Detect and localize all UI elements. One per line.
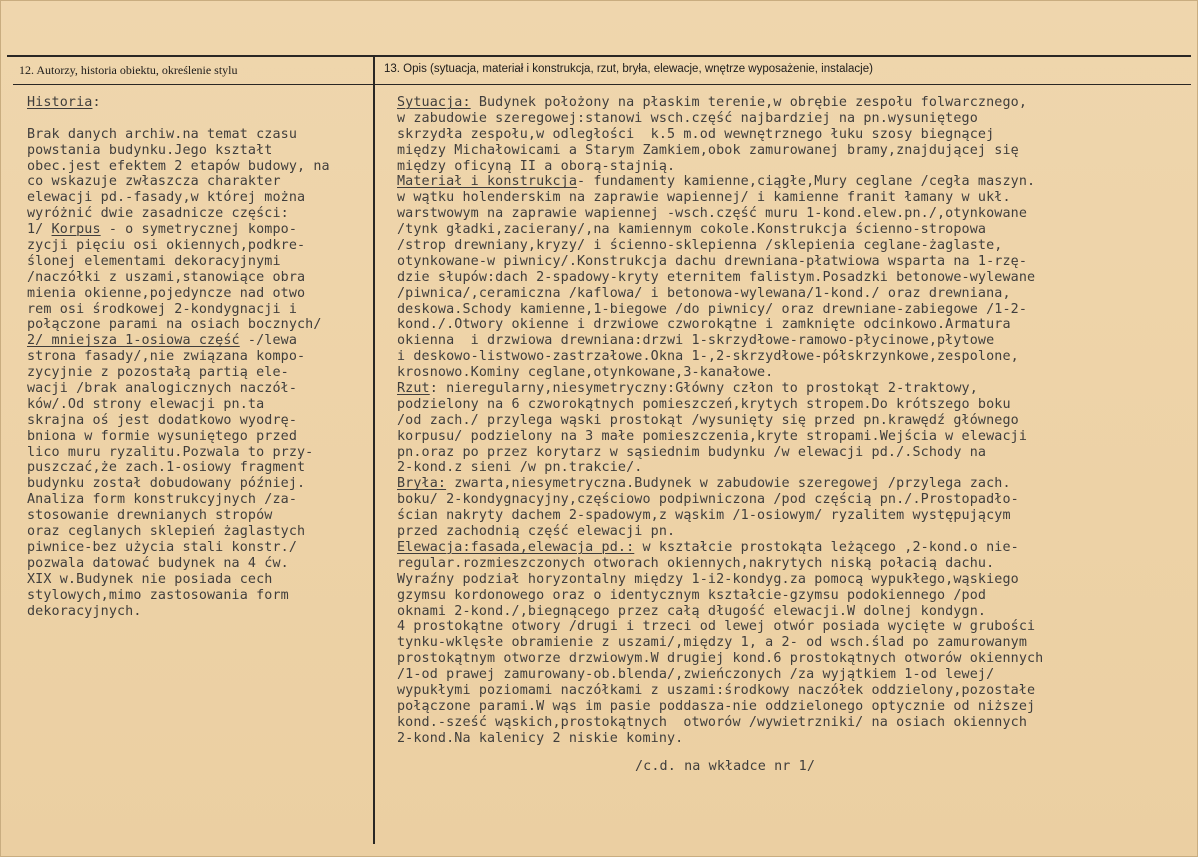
description-line: /1-od prawej zamurowany-ob.blenda/,zwieńczonych /za wyjątkiem 1-od lewej/	[397, 667, 995, 683]
second-part-label: 2/ mniejsza 1-osiowa część	[27, 333, 240, 349]
history-line: stosowanie drewnianych stropów	[27, 508, 273, 524]
history-line: oraz ceglanych sklepień żaglastych	[27, 524, 306, 540]
elevation-line: Elewacja:fasada,elewacja pd.: w kształcie prostokąta leżącego ,2-kond.o nie-	[397, 539, 1019, 555]
description-line: w wątku holenderskim na zaprawie wapiennej/ i kamienne franit łamany w ukł.	[397, 190, 1011, 206]
history-line: ślonej elementami dekoracyjnymi	[27, 253, 281, 269]
description-line: między Michałowicami a Starym Zamkiem,obok zamurowanej bramy,znajdującej się	[397, 142, 1019, 158]
description-line: 2-kond.z sieni /w pn.trakcie/.	[397, 460, 643, 476]
situation-label: Sytuacja:	[397, 95, 471, 110]
description-line: w zabudowie szeregowej:stanowi wsch.część najbardziej na pn.wysuniętego	[397, 110, 978, 126]
material-label: Materiał i konstrukcja	[397, 174, 578, 190]
plan-line: Rzut: nieregularny,niesymetryczny:Główny człon to prostokąt 2-traktowy,	[397, 381, 978, 397]
description-line: między oficyną II a oborą-stajnią.	[397, 158, 676, 174]
elevation-label: Elewacja:fasada,elewacja pd.:	[397, 539, 635, 555]
history-line: dekoracyjnych.	[27, 603, 142, 619]
history-line: ków/.Od strony elewacji pn.ta	[27, 396, 265, 412]
history-line: XIX w.Budynek nie posiada cech	[27, 571, 273, 587]
description-line: deskowa.Schody kamienne,1-biegowe /do piwnicy/ oraz drewniane-zabiegowe /1-2-	[397, 301, 1028, 317]
description-line: regular.rozmieszczonych otworach okiennych,nakrytych niską połacią dachu.	[397, 555, 995, 571]
description-line: korpusu/ podzielony na 3 małe pomieszczenia,kryte stropami.Wejścia w elewacji	[397, 428, 1028, 444]
description-line: i deskowo-listwowo-zastrzałowe.Okna 1-,2-skrzydłowe-półskrzynkowe,zespolone,	[397, 349, 1019, 365]
description-line: wypukłymi poziomami naczółkami z uszami:środkowy naczółek oddzielony,pozostałe	[397, 682, 1036, 698]
description-line: połączone parami.W wąs im pasie poddasza-nie oddzielonego optycznie od niższej	[397, 698, 1036, 714]
description-line: tynku-wklęsłe obramienie z uszami/,między 1, a 2- od wsch.ślad po zamurowanym	[397, 635, 1028, 651]
description-line: otynkowane-w piwnicy/.Konstrukcja dachu drewniana-płatwiowa wsparta na 1-rzę-	[397, 253, 1028, 269]
column-divider	[373, 57, 375, 844]
description-line: pn.oraz po przez korytarz w sąsiednim budynku /w elewacji pd./.Schody na	[397, 444, 987, 460]
material-line: Materiał i konstrukcja- fundamenty kamienne,ciągłe,Mury ceglane /cegła maszyn.	[397, 174, 1036, 190]
history-line: strona fasady/,nie związana kompo-	[27, 349, 306, 365]
history-column	[27, 95, 372, 619]
history-line: zycji pięciu osi okiennych,podkre-	[27, 238, 306, 254]
history-line: wacji /brak analogicznych naczół-	[27, 381, 298, 397]
history-line: elewacji pd.-fasady,w której można	[27, 190, 306, 206]
history-line: zycyjnie z pozostałą partią ele-	[27, 365, 289, 381]
section-13-title: 13. Opis (sytuacja, materiał i konstrukcja, rzut, bryła, elewacje, wnętrze wyposażenie, instalacje)	[384, 63, 873, 75]
description-line: 4 prostokątne otwory /drugi i trzeci od lewej otwór posiada wycięte w grubości	[397, 619, 1036, 635]
history-line: mienia okienne,pojedyncze nad otwo	[27, 285, 306, 301]
history-line: stylowych,mimo zastosowania form	[27, 587, 289, 603]
description-line: gzymsu kordonowego oraz o identycznym kształcie-gzymsu podokiennego /pod	[397, 587, 987, 603]
description-line: oknami 2-kond./,biegnącego przez całą długość elewacji.W dolnej kondygn.	[397, 603, 987, 619]
history-line: pozwala datować budynek na 4 ćw.	[27, 555, 289, 571]
description-line: skrzydła zespołu,w odległości k.5 m.od wewnętrznego łuku szosy biegnącej	[397, 126, 995, 142]
description-line: kond.-sześć wąskich,prostokątnych otworów /wywietrzniki/ na osiach okiennych	[397, 714, 1028, 730]
history-line: powstania budynku.Jego kształt	[27, 142, 273, 158]
description-line: krosnowo.Kominy ceglane,otynkowane,3-kanałowe.	[397, 365, 774, 381]
description-line: /od zach./ przylega wąski prostokąt /wysunięty się przed pn.krawędź głównego	[397, 412, 1019, 428]
description-line: /tynk gładki,zacierany/,na kamiennym cokole.Konstrukcja ścienno-stropowa	[397, 222, 987, 238]
second-part-line: 2/ mniejsza 1-osiowa część -/lewa	[27, 333, 298, 349]
situation-line: Sytuacja: Budynek położony na płaskim terenie,w obrębie zespołu folwarcznego,	[397, 95, 1028, 110]
history-line: obec.jest efektem 2 etapów budowy, na	[27, 158, 330, 174]
section-12-title: 12. Autorzy, historia obiektu, określenie stylu	[19, 63, 238, 77]
history-line: budynku został dobudowany później.	[27, 476, 306, 492]
continuation-note: /c.d. na wkładce nr 1/	[635, 758, 816, 774]
korpus-label: Korpus	[51, 222, 101, 238]
massing-line: Bryła: zwarta,niesymetryczna.Budynek w zabudowie szeregowej /przylega zach.	[397, 476, 1011, 492]
description-line: boku/ 2-kondygnacyjny,częściowo podpiwniczona /pod częścią pn./.Prostopadło-	[397, 492, 1019, 508]
history-line: lico muru ryzalitu.Pozwala to przy-	[27, 444, 314, 460]
history-line: piwnice-bez użycia stali konstr./	[27, 539, 298, 555]
top-rule	[7, 55, 1191, 57]
massing-label: Bryła:	[397, 476, 447, 492]
description-line: 2-kond.Na kalenicy 2 niskie kominy.	[397, 730, 684, 746]
description-line: dzie słupów:dach 2-spadowy-kryty eternitem falistym.Posadzki betonowe-wylewane	[397, 269, 1036, 285]
description-column	[397, 95, 1195, 774]
history-line: rem osi środkowej 2-kondygnacji i	[27, 301, 298, 317]
description-line: Wyraźny podział horyzontalny między 1-i2-kondyg.za pomocą wypukłego,wąskiego	[397, 571, 1019, 587]
description-line: podzielony na 6 czworokątnych pomieszczeń,krytych stropem.Do krótszego boku	[397, 396, 1011, 412]
description-line: prostokątnym otworze drzwiowym.W drugiej kond.6 prostokątnych otworów okiennych	[397, 651, 1044, 667]
header-rule	[13, 84, 1191, 85]
history-heading: Historia	[27, 95, 93, 110]
description-line: okienna i drzwiowa drewniana:drzwi 1-skrzydłowe-ramowo-płycinowe,płytowe	[397, 333, 995, 349]
plan-label: Rzut	[397, 381, 430, 397]
history-line: bniona w formie wysuniętego przed	[27, 428, 298, 444]
korpus-line: 1/ Korpus - o symetrycznej kompo-	[27, 222, 298, 238]
description-line: kond./.Otwory okienne i drzwiowe czworokątne i zamknięte odcinkowo.Armatura	[397, 317, 1011, 333]
description-line: warstwowym na zaprawie wapiennej -wsch.część muru 1-kond.elew.pn./,otynkowane	[397, 206, 1028, 222]
history-line: co wskazuje zwłaszcza charakter	[27, 174, 281, 190]
history-line: puszczać,że zach.1-osiowy fragment	[27, 460, 306, 476]
description-line: /piwnica/,ceramiczna /kaflowa/ i betonowa-wylewana/1-kond./ oraz drewniana,	[397, 285, 1011, 301]
history-line: /naczółki z uszami,stanowiące obra	[27, 269, 306, 285]
history-line: Brak danych archiw.na temat czasu	[27, 126, 298, 142]
description-line: /strop drewniany,kryzy/ i ścienno-sklepienna /sklepienia ceglane-żaglaste,	[397, 238, 1003, 254]
history-line: skrajna oś jest dodatkowo wyodrę-	[27, 412, 298, 428]
history-line: wyróżnić dwie zasadnicze części:	[27, 206, 289, 222]
description-line: przed zachodnią część elewacji pn.	[397, 524, 676, 540]
history-line: połączone parami na osiach bocznych/	[27, 317, 322, 333]
history-line: Analiza form konstrukcyjnych /za-	[27, 492, 298, 508]
history-heading-line: Historia:	[27, 95, 101, 110]
description-line: ścian nakryty dachem 2-spadowym,z wąskim /1-osiowym/ ryzalitem występującym	[397, 508, 1011, 524]
